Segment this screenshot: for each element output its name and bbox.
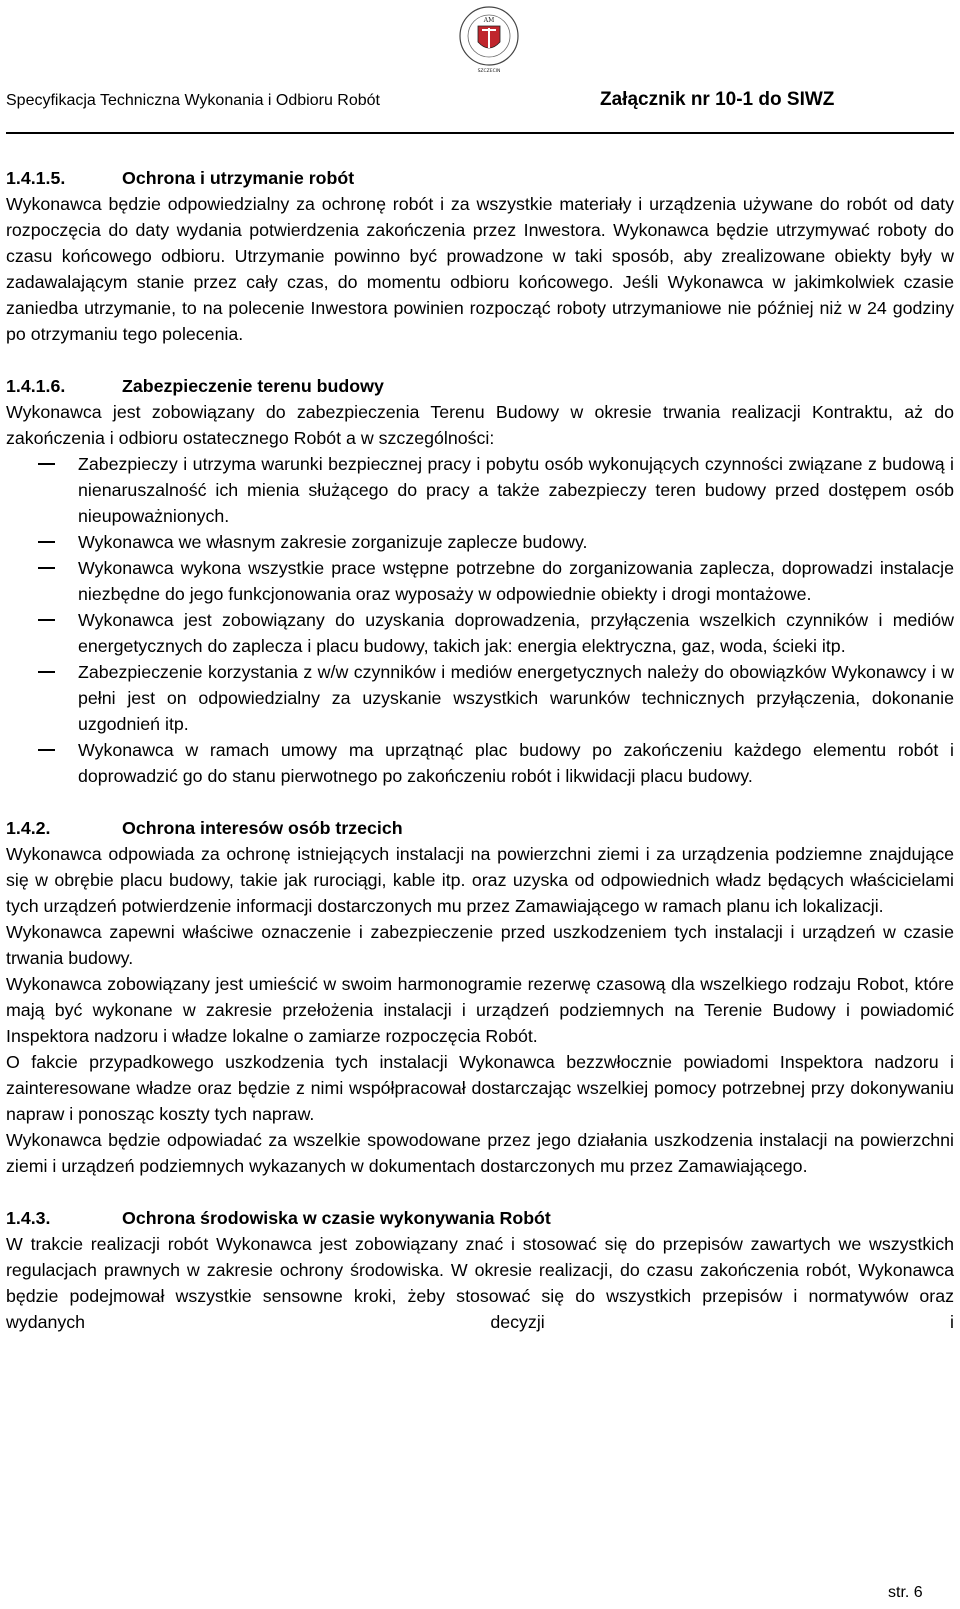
section-title: Ochrona interesów osób trzecich: [122, 818, 403, 838]
list-item: [6, 659, 954, 737]
section-paragraph: Wykonawca zapewni właściwe oznaczenie i zabezpieczenie przed uszkodzeniem tych instalacji i urządzeń w czasie trwania budowy.: [6, 922, 954, 968]
list-item-text: Wykonawca w ramach umowy ma uprzątnąć plac budowy po zakończeniu każdego elementu robót i doprowadzić go do stanu pierwotnego po zakończeniu robót i likwidacji placu budowy.: [78, 740, 954, 786]
section-paragraph: Wykonawca odpowiada za ochronę istniejących instalacji na powierzchni ziemi i za urządzenia podziemne znajdujące się w obrębie placu budowy, takie jak rurociągi, kable itp. oraz uzyska od odpowiednich władz będących właścicielami tych urządzeń potwierdzenie informacji dostarczonych mu przez Zamawiającego w ramach planu ich lokalizacji.: [6, 844, 954, 916]
list-item: [6, 737, 954, 789]
dash-bullet-icon: [38, 619, 55, 621]
section-number: 1.4.3.: [6, 1208, 51, 1228]
list-item: [6, 555, 954, 607]
section-paragraph: O fakcie przypadkowego uszkodzenia tych instalacji Wykonawca bezzwłocznie powiadomi Inspektora nadzoru i zainteresowane władze oraz będzie z nimi współpracował dostarczając wszelkiej pomocy potrzebnej przy dokonywaniu napraw i ponosząc koszty tych napraw.: [6, 1052, 954, 1124]
university-logo: [458, 0, 520, 90]
dash-bullet-icon: [38, 567, 55, 569]
document-header-title: Specyfikacja Techniczna Wykonania i Odbioru Robót: [6, 92, 380, 109]
list-item-text: Zabezpieczenie korzystania z w/w czynników i mediów energetycznych należy do obowiązków Wykonawcy i w pełni jest on odpowiedzialny za uzyskanie wszystkich warunków technicznych przyłączenia, dokonanie uzgodnień itp.: [78, 662, 954, 734]
list-item: [6, 451, 954, 529]
svg-text:SZCZECIN: SZCZECIN: [477, 69, 501, 74]
section-paragraph: Wykonawca będzie odpowiadać za wszelkie spowodowane przez jego działania uszkodzenia instalacji na powierzchni ziemi i urządzeń podziemnych wykazanych w dokumentach dostarczonych mu przez Zamawiającego.: [6, 1130, 954, 1176]
dash-bullet-icon: [38, 671, 55, 673]
section-title: Zabezpieczenie terenu budowy: [122, 376, 384, 396]
dash-bullet-icon: [38, 749, 55, 751]
list-item-text: Wykonawca we własnym zakresie zorganizuje zaplecze budowy.: [78, 532, 588, 552]
list-item-text: Zabezpieczy i utrzyma warunki bezpiecznej pracy i pobytu osób wykonujących czynności związane z budową i nienaruszalność ich mienia służącego do pracy a także zabezpieczy teren budowy przed dostępem osób nieupoważnionych.: [78, 454, 954, 526]
requirements-list: [6, 451, 954, 789]
section-number: 1.4.1.5.: [6, 168, 66, 188]
section-paragraph: Wykonawca będzie odpowiedzialny za ochronę robót i za wszystkie materiały i urządzenia używane do robót od daty rozpoczęcia do daty wydania potwierdzenia zakończenia przez Inwestora. Wykonawca będzie utrzymywać roboty do czasu końcowego odbioru. Utrzymanie powinno być prowadzone w taki sposób, aby zrealizowane obiekty były w zadawalającym stanie przez cały czas, do momentu odbioru końcowego. Jeśli Wykonawca w jakimkolwiek czasie zaniedba utrzymanie, to na polecenie Inwestora powinien rozpocząć roboty utrzymaniowe nie później niż w 24 godziny po otrzymaniu tego polecenia.: [6, 194, 954, 344]
dash-bullet-icon: [38, 541, 55, 543]
section-heading: [6, 373, 954, 399]
list-item-text: Wykonawca wykona wszystkie prace wstępne potrzebne do zorganizowania zaplecza, doprowadzi instalacje niezbędne do jego funkcjonowania oraz wyposaży w odpowiednie obiekty i drogi montażowe.: [78, 558, 954, 604]
section-heading: [6, 1205, 954, 1231]
section-heading: [6, 165, 954, 191]
document-body: [6, 165, 954, 1335]
svg-text:AM: AM: [483, 17, 495, 24]
list-item: [6, 529, 954, 555]
header-divider: [6, 132, 954, 134]
section-paragraph: Wykonawca zobowiązany jest umieścić w swoim harmonogramie rezerwę czasową dla wszelkiego rodzaju Robot, które mają być wykonane w zakresie przełożenia instalacji i urządzeń podziemnych na Terenie Budowy i powiadomić Inspektora nadzoru i władze lokalne o zamiarze rozpoczęcia Robót.: [6, 974, 954, 1046]
section-heading: [6, 815, 954, 841]
section-title: Ochrona środowiska w czasie wykonywania Robót: [122, 1208, 551, 1228]
attachment-label: Załącznik nr 10-1 do SIWZ: [600, 89, 835, 110]
section-paragraph: W trakcie realizacji robót Wykonawca jest zobowiązany znać i stosować się do przepisów zawartych we wszystkich regulacjach prawnych w zakresie ochrony środowiska. W okresie realizacji, do czasu zakończenia robót, Wykonawca będzie podejmował wszystkie sensowne kroki, żeby stosować się do wszystkich przepisów i normatywów oraz wydanych decyzji i: [6, 1234, 954, 1332]
dash-bullet-icon: [38, 463, 55, 465]
list-item: [6, 607, 954, 659]
section-number: 1.4.1.6.: [6, 376, 66, 396]
section-paragraph: Wykonawca jest zobowiązany do zabezpieczenia Terenu Budowy w okresie trwania realizacji Kontraktu, aż do zakończenia i odbioru ostatecznego Robót a w szczególności:: [6, 402, 954, 448]
page-number: str. 6: [888, 1584, 923, 1601]
list-item-text: Wykonawca jest zobowiązany do uzyskania doprowadzenia, przyłączenia wszelkich czynników i mediów energetycznych do zaplecza i placu budowy, takich jak: energia elektryczna, gaz, woda, ścieki itp.: [78, 610, 954, 656]
section-number: 1.4.2.: [6, 818, 51, 838]
section-title: Ochrona i utrzymanie robót: [122, 168, 355, 188]
